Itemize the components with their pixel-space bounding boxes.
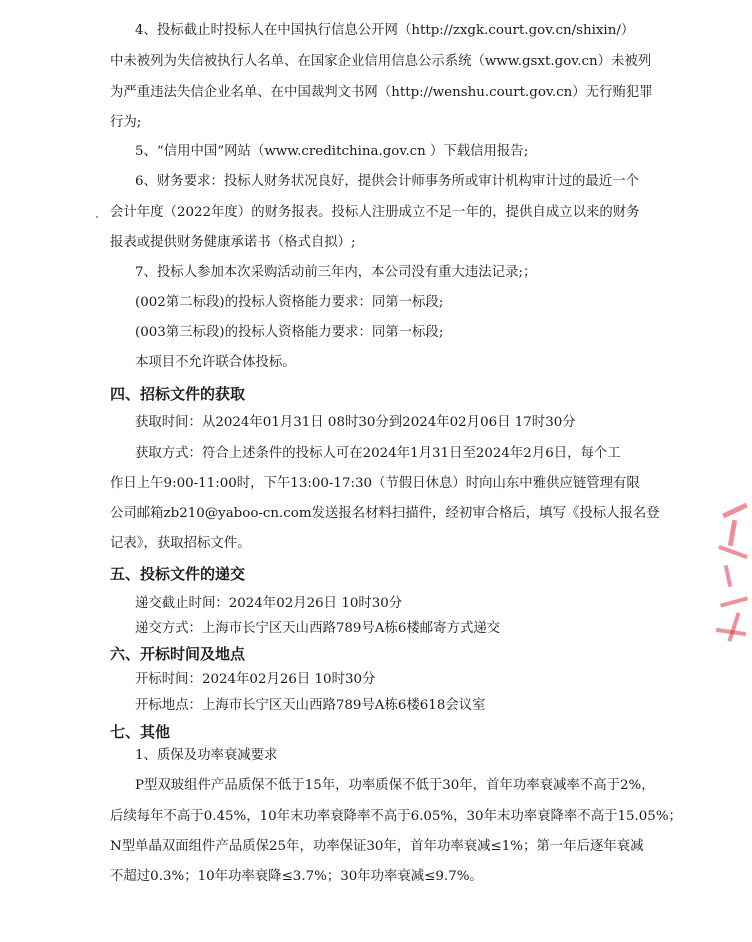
text-line: 后续每年不高于0.45%，10年末功率衰降率不高于6.05%，30年末功率衰降率不高于15.05%；	[110, 809, 682, 824]
text-line: 1、质保及功率衰减要求	[135, 748, 278, 763]
text-line: 中未被列为失信被执行人名单、在国家企业信用信息公示系统（www.gsxt.gov.cn）未被列	[110, 54, 652, 69]
section-heading: 四、招标文件的获取	[110, 385, 246, 403]
red-seal-fragment	[712, 490, 752, 660]
text-line: 行为;	[110, 115, 142, 130]
section-heading: 六、开标时间及地点	[110, 645, 246, 663]
text-line: 递交截止时间：2024年02月26日 10时30分	[135, 596, 403, 611]
text-line: 5、“信用中国”网站（www.creditchina.gov.cn ）下载信用报告;	[135, 144, 529, 159]
text-line: 递交方式：上海市长宁区天山西路789号A栋6楼邮寄方式递交	[135, 621, 501, 636]
text-line: 4、投标截止时投标人在中国执行信息公开网（http://zxgk.court.gov.cn/shixin/）	[135, 23, 635, 38]
text-line: P型双玻组件产品质保不低于15年，功率质保不低于30年，首年功率衰减率不高于2%，	[135, 778, 655, 793]
text-line: 作日上午9:00-11:00时，下午13:00-17:30（节假日休息）时向山东中雅供应链管理有限	[110, 476, 640, 491]
text-line: (003第三标段)的投标人资格能力要求：同第一标段;	[135, 325, 444, 340]
text-line: 记表》，获取招标文件。	[110, 536, 251, 551]
scan-speck	[96, 216, 98, 218]
text-line: (002第二标段)的投标人资格能力要求：同第一标段;	[135, 295, 444, 310]
text-line: 获取时间：从2024年01月31日 08时30分到2024年02月06日 17时30分	[135, 415, 576, 430]
text-line: N型单晶双面组件产品质保25年，功率保证30年，首年功率衰减≤1%；第一年后逐年衰减	[110, 839, 644, 854]
section-heading: 七、其他	[110, 723, 171, 741]
text-line: 报表或提供财务健康承诺书（格式自拟）;	[110, 235, 356, 250]
section-heading: 五、投标文件的递交	[110, 565, 246, 583]
text-line: 7、投标人参加本次采购活动前三年内，本公司没有重大违法记录;；	[135, 265, 537, 280]
text-line: 本项目不允许联合体投标。	[135, 355, 296, 370]
text-line: 公司邮箱zb210@yaboo-cn.com发送报名材料扫描件，经初审合格后，填写《投标人报名登	[110, 506, 660, 521]
text-line: 6、财务要求：投标人财务状况良好，提供会计师事务所或审计机构审计过的最近一个	[135, 174, 639, 189]
text-line: 获取方式：符合上述条件的投标人可在2024年1月31日至2024年2月6日，每个工	[135, 446, 621, 461]
text-line: 开标地点：上海市长宁区天山西路789号A栋6楼618会议室	[135, 698, 486, 713]
text-line: 为严重违法失信企业名单、在中国裁判文书网（http://wenshu.court.gov.cn）无行贿犯罪	[110, 85, 653, 100]
text-line: 开标时间：2024年02月26日 10时30分	[135, 672, 376, 687]
text-line: 会计年度（2022年度）的财务报表。投标人注册成立不足一年的，提供自成立以来的财务	[110, 205, 640, 220]
text-line: 不超过0.3%；10年功率衰降≤3.7%；30年功率衰减≤9.7%。	[110, 869, 483, 884]
